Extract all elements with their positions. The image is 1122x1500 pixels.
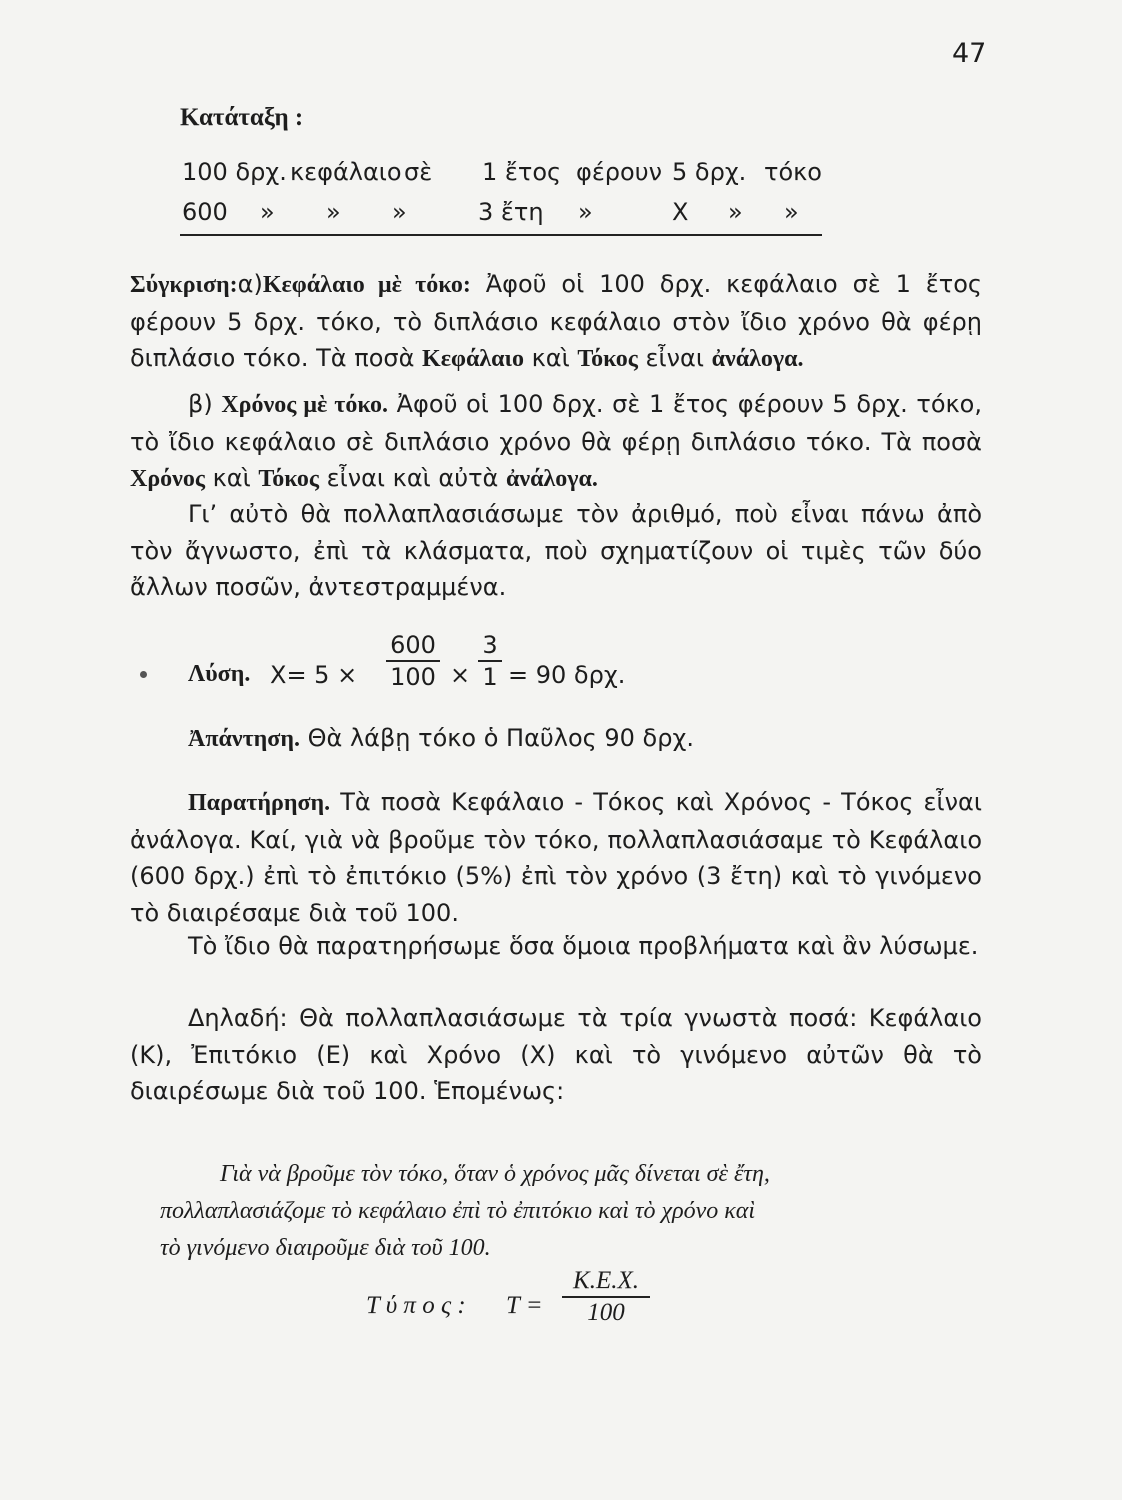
alpha-marker: α): [237, 270, 263, 298]
row2-ditto-3: »: [392, 198, 407, 226]
observation-label: Παρατήρηση.: [188, 790, 331, 816]
capital-text-2: εἶναι: [637, 344, 712, 372]
margin-dot: [140, 671, 147, 678]
same-note-paragraph: Τὸ ἴδιο θὰ παρατηρήσωμε ὅσα ὅμοια προβλήματα καὶ ἂν λύσωμε.: [188, 932, 979, 960]
capital-text-1: Ἀφοῦ οἱ 100 δρχ. κεφάλαιο σὲ 1 ἔτος φέρουν 5 δρχ. τόκο, τὸ διπλάσιο κεφάλαιο στὸν ἴδιο χρόνο θὰ φέρῃ διπλάσιο τόκο. Τὰ ποσὰ: [130, 270, 982, 372]
row1-amount: 100 δρχ.: [182, 158, 287, 186]
beta-marker: β): [188, 390, 222, 418]
formula-numerator: Κ.Ε.Χ.: [562, 1266, 650, 1298]
row1-interest: 5 δρχ.: [672, 158, 747, 186]
comparison-capital-paragraph: [130, 266, 982, 378]
fraction-600-100: [386, 630, 440, 692]
time-term: Χρόνος: [130, 466, 206, 492]
answer-line: [188, 724, 694, 753]
observation-text: Τὰ ποσὰ Κεφάλαιο - Τόκος καὶ Χρόνος - Τόκος εἶναι ἀνάλογα. Καί, γιὰ νὰ βροῦμε τὸν τόκο, πολλαπλασιάσαμε τὸ Κεφάλαιο (600 δρχ.) ἐπὶ τὸ ἐπιτόκιο (5%) ἐπὶ τὸν χρόνο (3 ἔτη) καὶ τὸ γινόμενο τὸ διαιρέσαμε διὰ τοῦ 100.: [130, 788, 982, 927]
interest-term: Τόκος: [577, 346, 638, 372]
formula-denominator: 100: [587, 1299, 625, 1326]
rule-line-3: τὸ γινόμενο διαιροῦμε διὰ τοῦ 100.: [160, 1235, 491, 1261]
fraction-2-denominator: 1: [482, 663, 498, 691]
row2-unknown: Χ: [672, 198, 689, 226]
solution-label: Λύση.: [188, 661, 251, 687]
explanation-paragraph: Γι’ αὐτὸ θὰ πολλαπλασιάσωμε τὸν ἀριθμό, ποὺ εἶναι πάνω ἀπὸ τὸν ἄγνωστο, ἐπὶ τὰ κλάσματα, ποὺ σχηματίζουν οἱ τιμὲς τῶν δύο ἄλλων ποσῶν, ἀντεστραμμένα.: [130, 500, 982, 601]
row2-amount: 600: [182, 198, 228, 226]
formula-fraction: [562, 1266, 650, 1328]
fraction-3-1: [478, 630, 502, 692]
proportional-term-2: ἀνάλογα.: [506, 466, 598, 492]
fraction-2-numerator: 3: [478, 630, 502, 662]
row2-ditto-5: »: [728, 198, 743, 226]
observation-paragraph: [130, 784, 982, 931]
comparison-time-paragraph: [130, 386, 982, 498]
answer-label: Ἀπάντηση.: [188, 726, 300, 752]
namely-paragraph: Δηλαδή: Θὰ πολλαπλασιάσωμε τὰ τρία γνωστὰ ποσά: Κεφάλαιο (Κ), Ἐπιτόκιο (Ε) καὶ Χρόνο (Χ) καὶ τὸ γινόμενο αὐτῶν θὰ τὸ διαιρέσωμε διὰ τοῦ 100. Ἑπομένως:: [130, 1004, 982, 1105]
interest-term-2: Τόκος: [258, 466, 319, 492]
rule-line-2: πολλαπλασιάζομε τὸ κεφάλαιο ἐπὶ τὸ ἐπιτόκιο καὶ τὸ χρόνο καὶ: [160, 1198, 756, 1224]
row1-yield: φέρουν: [576, 158, 663, 186]
row2-ditto-1: »: [260, 198, 275, 226]
solution-result: = 90 δρχ.: [508, 661, 626, 689]
answer-text: Θὰ λάβῃ τόκο ὁ Παῦλος 90 δρχ.: [299, 724, 694, 752]
comparison-label: Σύγκριση:: [130, 272, 238, 298]
formula-lhs: Τ =: [506, 1292, 543, 1319]
time-text-2: εἶναι καὶ αὐτὰ: [318, 464, 506, 492]
capital-interest-title: Κεφάλαιο μὲ τόκο:: [262, 272, 471, 298]
capital-and: καὶ: [523, 344, 578, 372]
solution-equation: [188, 628, 708, 728]
row2-time: 3 ἔτη: [478, 198, 544, 226]
fraction-1-denominator: 100: [390, 663, 436, 691]
row2-ditto-4: »: [578, 198, 593, 226]
time-interest-title: Χρόνος μὲ τόκο.: [221, 392, 388, 418]
time-and: καὶ: [205, 464, 259, 492]
solution-lhs: Χ= 5 ×: [270, 661, 358, 689]
fraction-1-numerator: 600: [386, 630, 440, 662]
row1-time: 1 ἔτος: [482, 158, 562, 186]
arrangement-heading: Κατάταξη :: [180, 104, 304, 131]
row1-in: σὲ: [404, 158, 433, 186]
proportional-term: ἀνάλογα.: [711, 346, 804, 372]
interest-formula: [366, 1267, 666, 1342]
capital-term: Κεφάλαιο: [422, 346, 524, 372]
formula-label: Τ ύ π ο ς :: [366, 1292, 466, 1319]
time-text-1: Ἀφοῦ οἱ 100 δρχ. σὲ 1 ἔτος φέρουν 5 δρχ. τόκο, τὸ ἴδιο κεφάλαιο σὲ διπλάσιο χρόνο θὰ φέρῃ διπλάσιο τόκο. Τὰ ποσὰ: [130, 390, 982, 456]
page-number: 47: [952, 38, 987, 69]
arrangement-underline: [180, 234, 822, 236]
times-sign: ×: [450, 661, 471, 689]
row1-label: τόκο: [764, 158, 822, 186]
row1-capital: κεφάλαιο: [290, 158, 402, 186]
row2-ditto-6: »: [784, 198, 799, 226]
rule-line-1: Γιὰ νὰ βροῦμε τὸν τόκο, ὅταν ὁ χρόνος μᾶς δίνεται σὲ ἔτη,: [220, 1161, 770, 1187]
row2-ditto-2: »: [326, 198, 341, 226]
